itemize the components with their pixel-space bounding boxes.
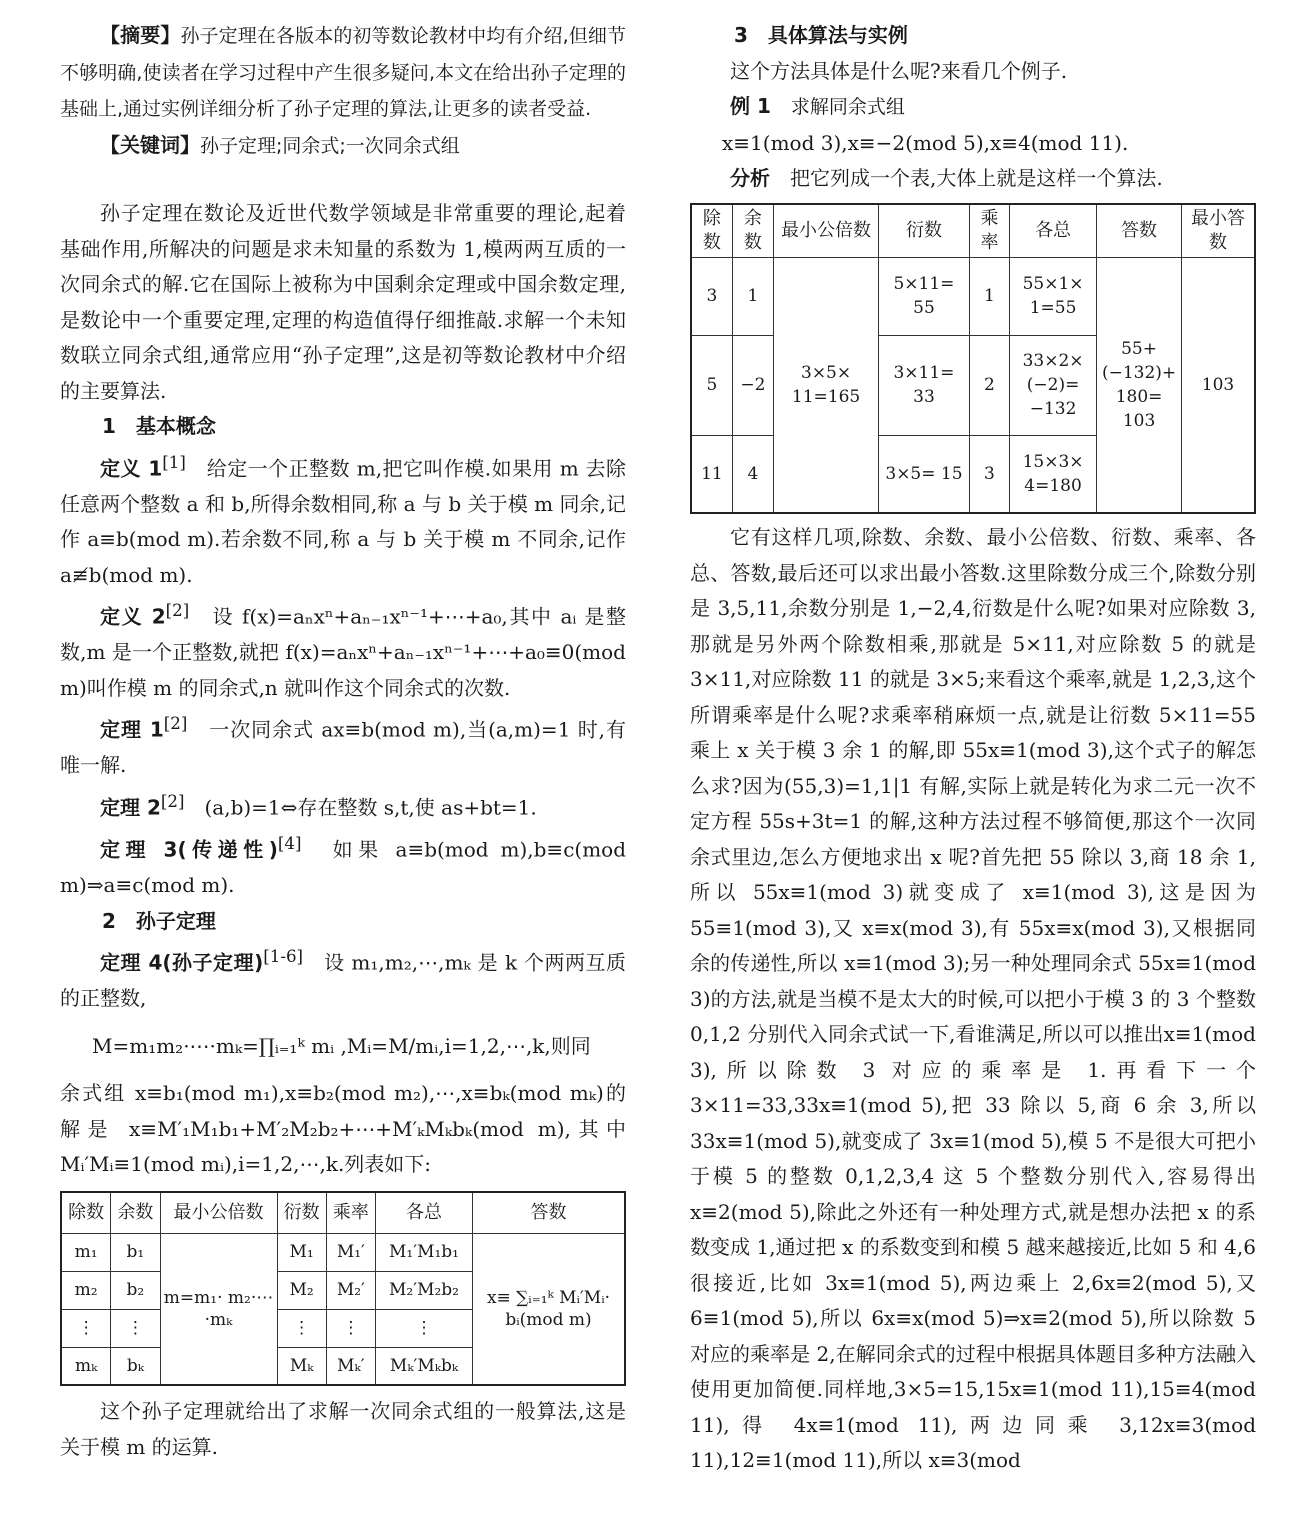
left-column bbox=[60, 18, 626, 1465]
right-column bbox=[690, 18, 1256, 1479]
table-header-row bbox=[691, 204, 1255, 258]
cell-total: M₁′M₁b₁ bbox=[376, 1233, 473, 1271]
theorem-3 bbox=[60, 826, 626, 904]
cell-divisor: ⋮ bbox=[61, 1309, 111, 1347]
header-lcm: 最小公倍数 bbox=[774, 204, 879, 258]
keywords bbox=[60, 128, 626, 165]
def1-label: 定义 1 bbox=[100, 456, 163, 481]
example-1-text: 求解同余式组 bbox=[790, 96, 905, 118]
cell-total: Mₖ′Mₖbₖ bbox=[376, 1347, 473, 1385]
explanation-paragraph: 它有这样几项,除数、余数、最小公倍数、衍数、乘率、各总、答数,最后还可以求出最小答数.这里除数分成三个,除数分别是 3,5,11,余数分别是 1,−2,4,衍数是什么呢?如果对应除数 3,那就是另外两个除数相乘,那就是 5×11,对应除数 5 的就是 3×11,对应除数 11 的就是 3×5;来看这个乘率,就是 1,2,3,这个所谓乘率是什么呢?求乘率稍麻烦一点,就是让衍数 5×11=55 乘上 x 关于模 3 余 1 的解,即 55x≡1(mod 3),这个式子的解怎么求?因为(55,3)=1,1|1 有解,实际上就是转化为求二元一次不定方程 55s+3t=1 的解,这种方法过程不够简便,那这个一次同余式里边,怎么方便地求出 x 呢?首先把 55 除以 3,商 18 余 1,所以 55x≡1(mod 3)就变成了 x≡1(mod 3),这是因为 55≡1(mod 3),又 x≡x(mod 3),有 55x≡x(mod 3),又根据同余的传递性,所以 x≡1(mod 3);另一种处理同余式 55x≡1(mod 3)的方法,就是当模不是太大的时候,可以把小于模 3 的 3 个整数 0,1,2 分别代入同余式试一下,看谁满足,所以可以推出x≡1(mod 3),所以除数 3 对应的乘率是 1.再看下一个 3×11=33,33x≡1(mod 5),把 33 除以 5,商 6 余 3,所以 33x≡1(mod 5),就变成了 3x≡1(mod 5),模 5 不是很大可把小于模 5 的整数 0,1,2,3,4 这 5 个整数分别代入,容易得出 x≡2(mod 5),除此之外还有一种处理方式,就是想办法把 x 的系数变成 1,通过把 x 的系数变到和模 5 越来越接近,比如 5 和 4,6 很接近,比如 3x≡1(mod 5),两边乘上 2,6x≡2(mod 5),又 6≡1(mod 5),所以 6x≡x(mod 5)⇒x≡2(mod 5),所以除数 5 对应的乘率是 2,在解同余式的过程中根据具体题目多种方法融入使用更加简便.同样地,3×5=15,15x≡1(mod 11),15≡4(mod 11),得 4x≡1(mod 11),两边同乘 3,12x≡3(mod 11),12≡1(mod 11),所以 x≡3(mod bbox=[690, 525, 1256, 1472]
cell-derived: Mₖ bbox=[277, 1347, 326, 1385]
cell-remainder: b₁ bbox=[111, 1233, 160, 1271]
cell-remainder: 4 bbox=[732, 435, 773, 513]
cell-derived: M₁ bbox=[277, 1233, 326, 1271]
cell-remainder: b₂ bbox=[111, 1271, 160, 1309]
cell-derived: 5×11= 55 bbox=[879, 257, 970, 335]
theorem-2 bbox=[60, 784, 626, 826]
closing-paragraph: 这个孙子定理就给出了求解一次同余式组的一般算法,这是关于模 m 的运算. bbox=[60, 1399, 626, 1459]
cell-remainder: bₖ bbox=[111, 1347, 160, 1385]
cell-divisor: 11 bbox=[691, 435, 732, 513]
example-table bbox=[690, 203, 1256, 515]
theorem-4-formula: M=m₁m₂·⋯·mₖ=∏ᵢ₌₁ᵏ mᵢ ,Mᵢ=M/mᵢ,i=1,2,⋯,k,则同 bbox=[92, 1033, 591, 1058]
analysis bbox=[690, 161, 1256, 197]
cell-multiplier: M₁′ bbox=[326, 1233, 375, 1271]
header-derived: 衍数 bbox=[277, 1192, 326, 1234]
thm3-text: 如果 a≡b(mod m),b≡c(mod m)⇒a≡c(mod m). bbox=[60, 837, 627, 898]
header-divisor: 除数 bbox=[61, 1192, 111, 1234]
keywords-text: 孙子定理;同余式;一次同余式组 bbox=[200, 134, 460, 157]
thm4-text: 设 m₁,m₂,⋯,mₖ 是 k 个两两互质的正整数, bbox=[60, 950, 626, 1011]
cell-multiplier: M₂′ bbox=[326, 1271, 375, 1309]
thm1-ref: [2] bbox=[163, 714, 188, 734]
thm3-label: 定理 3(传递性) bbox=[100, 837, 278, 862]
thm2-text: (a,b)=1⇔存在整数 s,t,使 as+bt=1. bbox=[204, 795, 537, 820]
cell-answer: 55+ (−132)+ 180= 103 bbox=[1097, 257, 1182, 513]
def2-text: 设 f(x)=aₙxⁿ+aₙ₋₁xⁿ⁻¹+⋯+a₀,其中 aᵢ 是整数,m 是一个正整数,就把 f(x)=aₙxⁿ+aₙ₋₁xⁿ⁻¹+⋯+a₀≡0(mod m)叫作模 m 的同余式,n 就叫作这个同余式的次数. bbox=[60, 604, 626, 700]
table-row bbox=[61, 1233, 625, 1271]
header-lcm: 最小公倍数 bbox=[160, 1192, 277, 1234]
cell-total: 33×2× (−2)= −132 bbox=[1010, 335, 1097, 435]
cell-divisor: 3 bbox=[691, 257, 732, 335]
thm1-label: 定理 1 bbox=[100, 717, 164, 742]
cell-total: ⋮ bbox=[376, 1309, 473, 1347]
theorem-1 bbox=[60, 706, 626, 784]
header-total: 各总 bbox=[1010, 204, 1097, 258]
header-total: 各总 bbox=[376, 1192, 473, 1234]
header-answer: 答数 bbox=[1097, 204, 1182, 258]
cell-total: 55×1× 1=55 bbox=[1010, 257, 1097, 335]
cell-multiplier: 2 bbox=[969, 335, 1009, 435]
cell-lcm: m=m₁· m₂·⋯·mₖ bbox=[160, 1233, 277, 1385]
cell-derived: 3×11= 33 bbox=[879, 335, 970, 435]
keywords-label: 【关键词】 bbox=[100, 132, 200, 157]
cell-total: 15×3× 4=180 bbox=[1010, 435, 1097, 513]
thm4-ref: [1-6] bbox=[263, 947, 304, 967]
cell-derived: 3×5= 15 bbox=[879, 435, 970, 513]
cell-multiplier: 3 bbox=[969, 435, 1009, 513]
thm4-label: 定理 4(孙子定理) bbox=[100, 950, 264, 975]
header-remainder: 余数 bbox=[111, 1192, 160, 1234]
def2-ref: [2] bbox=[165, 601, 190, 621]
example-1-label: 例 1 bbox=[730, 94, 771, 118]
header-min-answer: 最小答数 bbox=[1182, 204, 1255, 258]
header-divisor: 除数 bbox=[691, 204, 732, 258]
section-1-title: 1 基本概念 bbox=[102, 414, 216, 438]
cell-remainder: ⋮ bbox=[111, 1309, 160, 1347]
def2-label: 定义 2 bbox=[100, 604, 166, 629]
cell-divisor: m₂ bbox=[61, 1271, 111, 1309]
header-answer: 答数 bbox=[473, 1192, 626, 1234]
cell-derived: M₂ bbox=[277, 1271, 326, 1309]
theorem-4 bbox=[60, 939, 626, 1017]
section-2-title: 2 孙子定理 bbox=[102, 908, 216, 933]
cell-multiplier: Mₖ′ bbox=[326, 1347, 375, 1385]
theorem-4-continued: 余式组 x≡b₁(mod m₁),x≡b₂(mod m₂),⋯,x≡bₖ(mod mₖ)的解是 x≡M′₁M₁b₁+M′₂M₂b₂+⋯+M′ₖMₖbₖ(mod m),其中 Mᵢ′Mᵢ≡1(mod mᵢ),i=1,2,⋯,k.列表如下: bbox=[60, 1081, 626, 1177]
cell-multiplier: 1 bbox=[969, 257, 1009, 335]
cell-divisor: 5 bbox=[691, 335, 732, 435]
def1-ref: [1] bbox=[162, 452, 186, 472]
header-remainder: 余数 bbox=[732, 204, 773, 258]
cell-remainder: −2 bbox=[732, 335, 773, 435]
definition-1 bbox=[60, 445, 626, 594]
section-3-title: 3 具体算法与实例 bbox=[734, 23, 908, 47]
example-1 bbox=[690, 89, 1256, 126]
header-multiplier: 乘率 bbox=[326, 1192, 375, 1234]
cell-multiplier: ⋮ bbox=[326, 1309, 375, 1347]
header-multiplier: 乘率 bbox=[969, 204, 1009, 258]
cell-total: M₂′M₂b₂ bbox=[376, 1271, 473, 1309]
cell-divisor: mₖ bbox=[61, 1347, 111, 1385]
cell-lcm: 3×5× 11=165 bbox=[774, 257, 879, 513]
thm2-ref: [2] bbox=[160, 791, 185, 811]
thm2-label: 定理 2 bbox=[100, 795, 161, 820]
cell-answer: x≡ ∑ᵢ₌₁ᵏ Mᵢ′Mᵢ· bᵢ(mod m) bbox=[473, 1233, 626, 1385]
cell-divisor: m₁ bbox=[61, 1233, 111, 1271]
analysis-text: 把它列成一个表,大体上就是这样一个算法. bbox=[790, 166, 1163, 190]
thm3-ref: [4] bbox=[277, 834, 302, 854]
abstract-text: 孙子定理在各版本的初等数论教材中均有介绍,但细节不够明确,使读者在学习过程中产生很多疑问,本文在给出孙子定理的基础上,通过实例详细分析了孙子定理的算法,让更多的读者受益. bbox=[60, 25, 626, 120]
header-derived: 衍数 bbox=[879, 204, 970, 258]
general-theorem-table bbox=[60, 1191, 626, 1387]
thm1-text: 一次同余式 ax≡b(mod m),当(a,m)=1 时,有唯一解. bbox=[60, 717, 626, 778]
section-3-intro: 这个方法具体是什么呢?来看几个例子. bbox=[730, 58, 1068, 83]
definition-2 bbox=[60, 593, 626, 706]
abstract-label: 【摘要】 bbox=[100, 23, 181, 47]
table-header-row bbox=[61, 1192, 625, 1234]
table-row bbox=[691, 257, 1255, 335]
cell-min-answer: 103 bbox=[1182, 257, 1255, 513]
cell-remainder: 1 bbox=[732, 257, 773, 335]
def1-text: 给定一个正整数 m,把它叫作模.如果用 m 去除任意两个整数 a 和 b,所得余数相同,称 a 与 b 关于模 m 同余,记作 a≡b(mod m).若余数不同,称 a 与 b 关于模 m 不同余,记作 a≢b(mod m). bbox=[60, 456, 627, 587]
abstract bbox=[60, 18, 626, 128]
intro-paragraph: 孙子定理在数论及近世代数学领域是非常重要的理论,起着基础作用,所解决的问题是求未知量的系数为 1,模两两互质的一次同余式的解.它在国际上被称为中国剩余定理或中国余数定理,是数论中一个重要定理,定理的构造值得仔细推敲.求解一个未知数联立同余式组,通常应用“孙子定理”,这是初等数论教材中介绍的主要算法. bbox=[60, 201, 626, 403]
example-1-system: x≡1(mod 3),x≡−2(mod 5),x≡4(mod 11). bbox=[722, 130, 1129, 155]
cell-derived: ⋮ bbox=[277, 1309, 326, 1347]
analysis-label: 分析 bbox=[730, 166, 770, 190]
